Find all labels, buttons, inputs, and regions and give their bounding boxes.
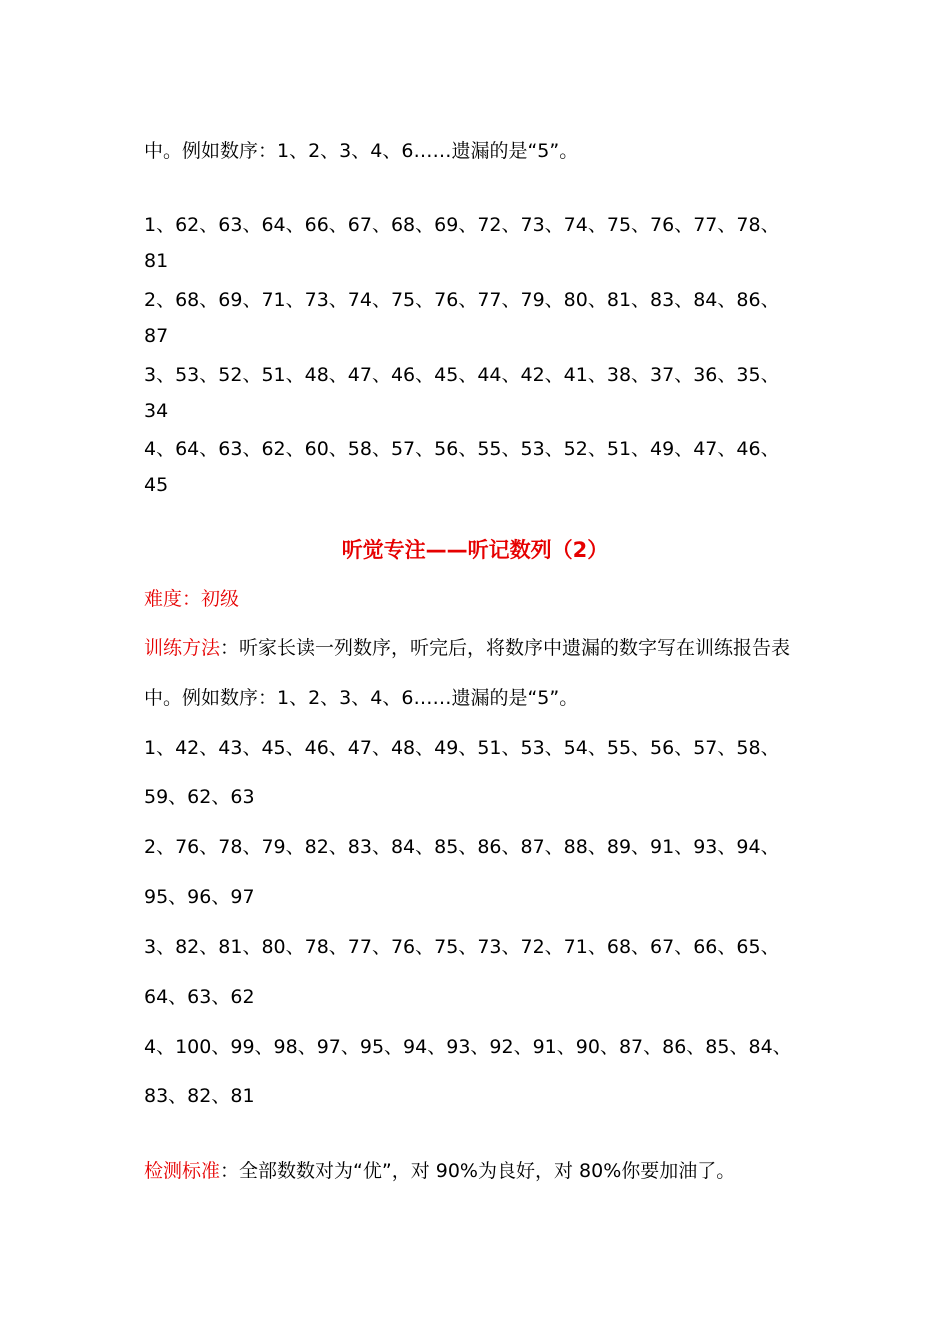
method	[144, 636, 824, 660]
s1-row-1-cont: 81	[144, 250, 169, 272]
section-title: 听觉专注——听记数列（2）	[341, 538, 609, 562]
method-tail: 中。例如数序：1、2、3、4、6……遗漏的是“5”。	[144, 687, 579, 709]
s2-row-4-cont: 83、82、81	[144, 1085, 255, 1107]
s1-row-4-cont: 45	[144, 474, 169, 496]
s1-row-1: 1、62、63、64、66、67、68、69、72、73、74、75、76、77、78、	[144, 214, 780, 236]
method-text: ：听家长读一列数序，听完后，将数序中遗漏的数字写在训练报告表	[220, 637, 791, 659]
s2-row-1: 1、42、43、45、46、47、48、49、51、53、54、55、56、57、58、	[144, 737, 780, 759]
s1-row-3: 3、53、52、51、48、47、46、45、44、42、41、38、37、36、35、	[144, 364, 780, 386]
s2-row-4: 4、100、99、98、97、95、94、93、92、91、90、87、86、85、84、	[144, 1036, 792, 1058]
standard	[144, 1159, 824, 1183]
s2-row-1-cont: 59、62、63	[144, 786, 255, 808]
standard-text: ：全部数数对为“优”，对 90%为良好，对 80%你要加油了。	[220, 1160, 736, 1182]
standard-label: 检测标准	[144, 1160, 221, 1182]
intro-tail-1: 中。例如数序：1、2、3、4、6……遗漏的是“5”。	[144, 140, 579, 162]
s2-row-2: 2、76、78、79、82、83、84、85、86、87、88、89、91、93、94、	[144, 836, 780, 858]
s2-row-2-cont: 95、96、97	[144, 886, 255, 908]
s2-row-3: 3、82、81、80、78、77、76、75、73、72、71、68、67、66、65、	[144, 936, 780, 958]
s1-row-2: 2、68、69、71、73、74、75、76、77、79、80、81、83、84、86、	[144, 289, 780, 311]
s1-row-3-cont: 34	[144, 400, 169, 422]
difficulty: 难度：初级	[144, 588, 240, 610]
s1-row-4: 4、64、63、62、60、58、57、56、55、53、52、51、49、47、46、	[144, 438, 780, 460]
s2-row-3-cont: 64、63、62	[144, 986, 255, 1008]
s1-row-2-cont: 87	[144, 325, 169, 347]
method-label: 训练方法	[144, 637, 221, 659]
